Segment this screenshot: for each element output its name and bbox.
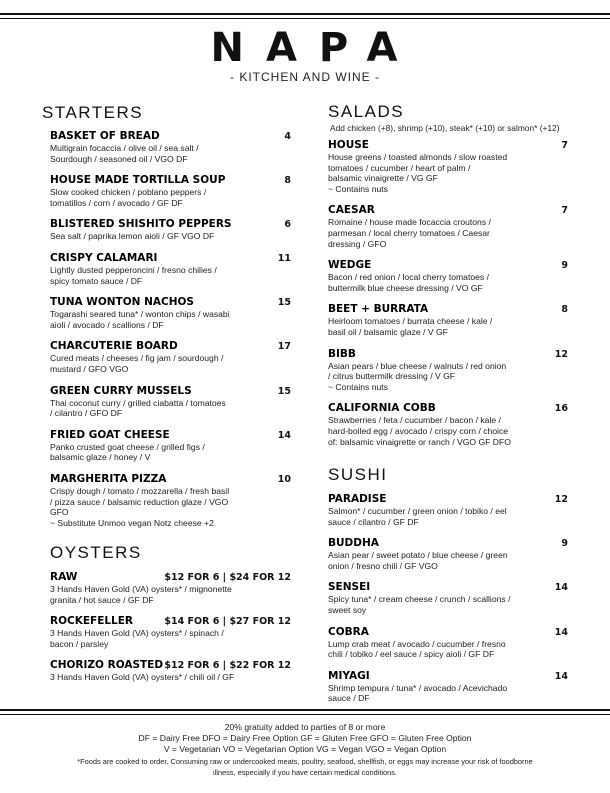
menu-item-description-line: Asian pear / sweet potato / blue cheese / green <box>328 550 508 561</box>
menu-item <box>50 296 291 330</box>
menu-item-name: GREEN CURRY MUSSELS <box>50 384 192 397</box>
menu-item-description-line: ~ Contains nuts <box>328 183 388 194</box>
starters-section <box>42 103 291 123</box>
menu-item <box>50 130 291 164</box>
menu-item-name: MIYAGI <box>328 669 370 682</box>
menu-item-description-line: / pizza sauce / balsamic reduction glaze / VGO <box>50 496 229 507</box>
menu-item-description-line: dressing / GFO <box>328 238 387 249</box>
menu-item-price: 14 <box>554 670 568 682</box>
starters-list <box>50 130 291 538</box>
menu-item-name: PARADISE <box>328 493 387 505</box>
top-rule-thin <box>0 18 610 19</box>
menu-item-price: 4 <box>284 131 291 142</box>
menu-item <box>50 174 291 208</box>
sushi-section <box>328 465 576 485</box>
menu-item <box>328 204 568 249</box>
menu-item <box>328 581 568 615</box>
menu-item-price: 9 <box>561 260 568 272</box>
menu-item-description-line: Slow cooked chicken / poblano peppers / <box>50 187 207 198</box>
oysters-list <box>50 571 291 693</box>
menu-item-description-line: Panko crusted goat cheese / grilled figs / <box>50 441 205 452</box>
menu-item-name: CHARCUTERIE BOARD <box>50 340 178 353</box>
menu-item-description-line: / citrus buttermilk dressing / V GF <box>328 371 456 382</box>
bottom-rule-thick <box>0 709 610 711</box>
menu-item <box>50 385 291 419</box>
menu-item-name: CALIFORNIA COBB <box>328 402 436 415</box>
menu-item <box>328 303 568 337</box>
oysters-section <box>50 543 291 563</box>
menu-item <box>50 218 291 242</box>
menu-item-description-line: / cilantro / GFO DF <box>50 408 123 419</box>
top-rule-thick <box>0 13 610 15</box>
menu-item-name: ROCKEFELLER <box>50 615 134 628</box>
menu-item-name: BUDDHA <box>328 537 379 550</box>
menu-item-description-line: sauce / DF <box>328 693 370 704</box>
menu-item <box>50 473 291 528</box>
menu-item-name: HOUSE <box>328 139 369 151</box>
menu-item-price: 15 <box>277 297 291 309</box>
restaurant-title: NAPA <box>210 25 420 71</box>
menu-item-price: 7 <box>561 140 568 151</box>
menu-item <box>50 429 291 463</box>
menu-item-price: $12 FOR 6 | $22 FOR 12 <box>164 660 291 672</box>
menu-item-description-line: ~ Contains nuts <box>328 381 388 392</box>
menu-item-description-line: Salmon* / cucumber / green onion / tobiko / eel <box>328 506 507 516</box>
menu-item-description-line: Sourdough / seasoned oil / VGO DF <box>50 153 188 164</box>
menu-item-name: SENSEI <box>328 581 371 594</box>
menu-item-description-line: Lump crab meat / avocado / cucumber / fresno <box>328 638 506 649</box>
menu-item-name: BASKET OF BREAD <box>50 130 160 142</box>
menu-item-description-line: balsamic vinaigrette / VG GF <box>328 173 438 184</box>
menu-item-price: 9 <box>561 538 568 550</box>
menu-item-description-line: buttermilk blue cheese dressing / VO GF <box>328 282 483 293</box>
menu-item-description-line: basil oil / balsamic glaze / V GF <box>328 326 448 337</box>
menu-item-price: 8 <box>284 175 291 187</box>
menu-item-description-line: of: balsamic vinaigrette or ranch / VGO GF DFO <box>328 436 511 447</box>
footer-disclaimer-line1: *Foods are cooked to order. Consuming raw or undercooked meats, poultry, seafood, shellfish, or eggs may increase your risk of foodborne <box>77 757 533 766</box>
menu-item <box>328 493 568 527</box>
menu-item <box>328 348 568 393</box>
menu-item-price: $12 FOR 6 | $24 FOR 12 <box>164 572 291 583</box>
menu-item-name: RAW <box>50 571 78 583</box>
menu-item-description-line: Multigrain focaccia / olive oil / sea salt / <box>50 143 199 153</box>
menu-item-description-line: parmesan / local cherry tomatoes / Caesar <box>328 227 490 238</box>
bottom-rule-thin <box>0 714 610 715</box>
menu-item-description-line: Cured meats / cheeses / fig jam / sourdough / <box>50 353 224 364</box>
menu-item-price: 6 <box>284 219 291 231</box>
menu-item-description-line: 3 Hands Haven Gold (VA) oysters* / spinach / <box>50 628 224 639</box>
menu-item-description-line: Romaine / house made focaccia croutons / <box>328 217 491 228</box>
menu-item-description-line: 3 Hands Haven Gold (VA) oysters* / mignonette <box>50 584 232 594</box>
menu-item-price: 16 <box>554 403 568 415</box>
footer-legend-vegetarian: V = Vegetarian VO = Vegetarian Option VG = Vegan VGO = Vegan Option <box>163 744 447 754</box>
menu-item-name: CAESAR <box>328 204 375 217</box>
menu-item-description-line: granita / hot sauce / GF DF <box>50 594 154 605</box>
menu-item <box>328 259 568 293</box>
menu-item-description-line: bacon / parsley <box>50 638 109 649</box>
menu-item-description-line: onion / fresno chili / GF VGO <box>328 560 438 571</box>
menu-item-description-line: Bacon / red onion / local cherry tomatoes / <box>328 272 489 283</box>
menu-item-name: BLISTERED SHISHITO PEPPERS <box>50 218 232 231</box>
menu-item-description-line: balsamic glaze / honey / V <box>50 452 151 463</box>
menu-item <box>328 670 568 704</box>
menu-item-description-line: Thai coconut curry / grilled ciabatta / tomatoes <box>50 397 226 408</box>
menu-item-price: 8 <box>561 304 568 316</box>
menu-item <box>328 626 568 660</box>
menu-item-description-line: 3 Hands Haven Gold (VA) oysters* / chili oil / GF <box>50 672 235 683</box>
menu-item-description-line: ~ Substitute Unmoo vegan Notz cheese +2 <box>50 517 214 528</box>
menu-item-price: 14 <box>277 429 291 441</box>
footer-gratuity: 20% gratuity added to parties of 8 or more <box>224 722 386 732</box>
menu-item <box>328 402 568 447</box>
menu-item-price: 17 <box>277 341 291 353</box>
menu-item-price: 11 <box>277 252 291 264</box>
menu-item-price: 14 <box>554 582 568 594</box>
menu-item-description-line: Crispy dough / tomato / mozzarella / fresh basil <box>50 485 230 496</box>
footer-disclaimer-line2: illness, especially if you have certain medical conditions. <box>212 768 398 777</box>
menu-item-description-line: tomatoes / cucumber / heart of palm / <box>328 162 471 173</box>
section-title-starters: STARTERS <box>42 103 144 122</box>
section-title-sushi: SUSHI <box>328 465 388 484</box>
menu-item <box>50 615 291 649</box>
menu-item-name: FRIED GOAT CHEESE <box>50 428 170 441</box>
menu-item-price: 7 <box>561 205 568 217</box>
menu-item-price: 15 <box>277 385 291 397</box>
menu-item-price: 14 <box>554 626 568 638</box>
menu-item-name: BEET + BURRATA <box>328 303 429 316</box>
salads-section <box>328 102 576 133</box>
menu-item-name: TUNA WONTON NACHOS <box>50 296 194 309</box>
restaurant-subtitle: - KITCHEN AND WINE - <box>229 70 380 84</box>
menu-item-description-line: sauce / cilantro / GF DF <box>328 516 419 527</box>
menu-item-description-line: Strawberries / feta / cucumber / bacon / kale / <box>328 415 501 426</box>
menu-item-description-line: Heirloom tomatoes / burrata cheese / kale / <box>328 316 493 327</box>
menu-item-description-line: Asian pears / blue cheese / walnuts / red onion <box>328 360 507 371</box>
menu-item <box>50 571 291 605</box>
menu-item-description-line: sweet soy <box>328 604 367 615</box>
section-title-oysters: OYSTERS <box>50 543 142 562</box>
menu-item-description-line: hard-boiled egg / avocado / crispy corn / choice <box>328 425 509 436</box>
menu-item <box>50 659 291 683</box>
menu-item-price: 10 <box>277 473 291 485</box>
menu-item-name: WEDGE <box>328 259 372 272</box>
menu-item-description-line: GFO <box>50 507 69 518</box>
menu-item-price: $14 FOR 6 | $27 FOR 12 <box>164 616 291 628</box>
menu-item-description-line: tomatillos / corn / avocado / GF DF <box>50 197 183 208</box>
menu-item-description-line: Sea salt / paprika lemon aioli / GF VGO DF <box>50 231 215 242</box>
footer-legend-dietary: DF = Dairy Free DFO = Dairy Free Option GF = Gluten Free GFO = Gluten Free Option <box>138 733 472 743</box>
menu-item-description-line: mustard / GFO VGO <box>50 363 129 374</box>
menu-item-price: 12 <box>554 494 568 505</box>
menu-item-description-line: House greens / toasted almonds / slow roasted <box>328 152 508 162</box>
menu-item-description-line: Lightly dusted pepperoncini / fresno chilies / <box>50 264 217 275</box>
menu-item-name: BIBB <box>328 347 356 360</box>
menu-item-description-line: Togarashi seared tuna* / wonton chips / wasabi <box>50 309 230 320</box>
menu-item-description-line: Spicy tuna* / cream cheese / crunch / scallions / <box>328 594 511 605</box>
menu-item-description-line: spicy tomato sauce / DF <box>50 275 143 286</box>
menu-item-description-line: Shrimp tempura / tuna* / avocado / Acevichado <box>328 682 508 693</box>
sushi-list <box>328 493 568 714</box>
menu-item-price: 12 <box>554 348 568 360</box>
menu-item-name: COBRA <box>328 625 369 638</box>
menu-item-name: MARGHERITA PIZZA <box>50 472 167 485</box>
menu-item <box>50 340 291 374</box>
section-title-salads: SALADS <box>328 102 405 121</box>
salads-add-protein-note: Add chicken (+8), shrimp (+10), steak* (+10) or salmon* (+12) <box>330 123 560 133</box>
menu-item-name: CRISPY CALAMARI <box>50 251 158 264</box>
salads-list <box>328 139 568 457</box>
menu-item <box>328 537 568 571</box>
menu-item-name: CHORIZO ROASTED <box>50 659 164 672</box>
menu-item-name: HOUSE MADE TORTILLA SOUP <box>50 174 226 187</box>
menu-item-description-line: aioli / avocado / scallions / DF <box>50 319 164 330</box>
menu-item <box>328 139 568 194</box>
menu-item-description-line: chili / tobiko / eel sauce / spicy aioli / GF DF <box>328 649 495 660</box>
menu-item <box>50 252 291 286</box>
